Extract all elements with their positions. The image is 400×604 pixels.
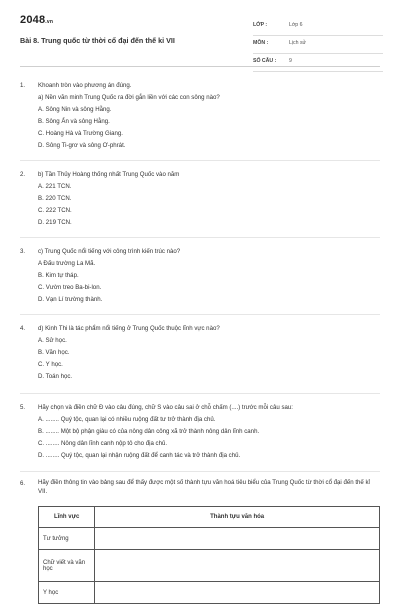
question-body	[38, 80, 380, 151]
question-body	[38, 323, 380, 383]
question-body	[38, 478, 380, 496]
question-body	[38, 402, 380, 462]
answer-option[interactable]: A Đấu trường La Mã.	[38, 259, 96, 267]
question-prompt: c) Trung Quốc nổi tiếng với công trình kiến trúc nào?	[38, 248, 181, 255]
table-row	[39, 528, 380, 550]
table-header-row	[39, 507, 380, 528]
table-cell-answer[interactable]	[95, 550, 380, 582]
question-prompt: Hãy chọn và điền chữ Đ vào câu đúng, chữ S vào câu sai ở chỗ chấm (....) trước mỗi câu sau:	[38, 404, 293, 411]
question-prompt: Hãy điền thông tin vào bảng sau để thấy được một số thành tựu văn hoá tiêu biểu của Trung Quốc từ thời cổ đại đến thế kỉ VII.	[38, 479, 370, 495]
question-number: 2.	[20, 171, 26, 178]
question-number: 6.	[20, 480, 26, 487]
answer-option[interactable]: D. Vạn Lí trường thành.	[38, 295, 103, 303]
answer-option[interactable]: C. Hoàng Hà và Trường Giang.	[38, 129, 123, 137]
answer-option[interactable]: C. 222 TCN.	[38, 206, 72, 214]
question-prompt: a) Nền văn minh Trung Quốc ra đời gắn liền với các con sông nào?	[38, 93, 220, 101]
meta-info	[253, 18, 383, 72]
answer-option[interactable]: D. 219 TCN.	[38, 218, 72, 226]
question-body	[38, 169, 380, 229]
answer-option[interactable]: A. Sông Nin và sông Hằng.	[38, 105, 112, 113]
meta-value: Lớp 6	[289, 22, 303, 28]
achievement-table	[38, 506, 380, 604]
answer-option[interactable]: A. 221 TCN.	[38, 182, 72, 190]
answer-option[interactable]: B. Văn học.	[38, 348, 70, 356]
answer-option[interactable]: D. Toán học.	[38, 372, 73, 380]
worksheet-header	[20, 14, 380, 66]
header-divider	[20, 66, 380, 67]
meta-row-subject	[253, 36, 383, 54]
meta-row-class	[253, 18, 383, 36]
table-cell-field: Chữ viết và văn học	[39, 550, 95, 582]
meta-label: LỚP :	[253, 22, 268, 28]
table-cell-answer[interactable]	[95, 528, 380, 550]
table-cell-field: Y học	[39, 582, 95, 604]
column-header: Lĩnh vực	[39, 507, 95, 528]
site-logo[interactable]	[20, 14, 53, 26]
meta-row-count	[253, 54, 383, 72]
question-body	[38, 246, 380, 306]
answer-option[interactable]: B. Sông Ấn và sông Hằng.	[38, 117, 110, 125]
question-divider	[20, 471, 380, 472]
meta-value: Lịch sử	[289, 40, 307, 46]
answer-option[interactable]: C. Y học.	[38, 360, 63, 368]
question-number: 1.	[20, 82, 26, 89]
fill-blank-statement[interactable]: B. ........ Một bộ phận giàu có của nông dân công xã trở thành nông dân lĩnh canh.	[38, 427, 260, 435]
logo-suffix: .vn	[45, 19, 54, 25]
question-divider	[20, 160, 380, 161]
question-number: 5.	[20, 404, 26, 411]
table-row	[39, 582, 380, 604]
meta-label: SỐ CÂU :	[253, 58, 277, 64]
fill-blank-statement[interactable]: D. ........ Quý tộc, quan lại nhận ruộng đất để canh tác và trở thành địa chủ.	[38, 451, 241, 459]
question-divider	[20, 393, 380, 394]
question-divider	[20, 237, 380, 238]
question-number: 3.	[20, 248, 26, 255]
answer-option[interactable]: B. Kim tự tháp.	[38, 271, 79, 279]
logo-text: 2048	[20, 14, 46, 26]
answer-option[interactable]: C. Vườn treo Ba-bi-lon.	[38, 283, 102, 291]
question-text: Khoanh tròn vào phương án đúng.	[38, 82, 132, 89]
answer-option[interactable]: B. 220 TCN.	[38, 194, 72, 202]
answer-option[interactable]: A. Sử học.	[38, 336, 67, 344]
meta-label: MÔN :	[253, 40, 269, 46]
meta-value: 9	[289, 58, 292, 64]
question-prompt: d) Kinh Thi là tác phẩm nổi tiếng ở Trung Quốc thuộc lĩnh vực nào?	[38, 325, 220, 332]
question-prompt: b) Tần Thủy Hoàng thống nhất Trung Quốc vào năm	[38, 171, 180, 178]
column-header: Thành tựu văn hóa	[95, 507, 380, 528]
question-number: 4.	[20, 325, 26, 332]
fill-blank-statement[interactable]: C. ........ Nông dân lĩnh canh nộp tô cho địa chủ.	[38, 439, 168, 447]
table-row	[39, 550, 380, 582]
question-divider	[20, 314, 380, 315]
answer-option[interactable]: D. Sông Ti-grơ và sông Ơ-phrát.	[38, 141, 126, 149]
table-cell-field: Tư tưởng	[39, 528, 95, 550]
fill-blank-statement[interactable]: A. ........ Quý tộc, quan lại có nhiều ruộng đất tư trở thành địa chủ.	[38, 415, 216, 423]
table-cell-answer[interactable]	[95, 582, 380, 604]
page-title: Bài 8. Trung quốc từ thời cổ đại đến thế kỉ VII	[20, 36, 175, 45]
